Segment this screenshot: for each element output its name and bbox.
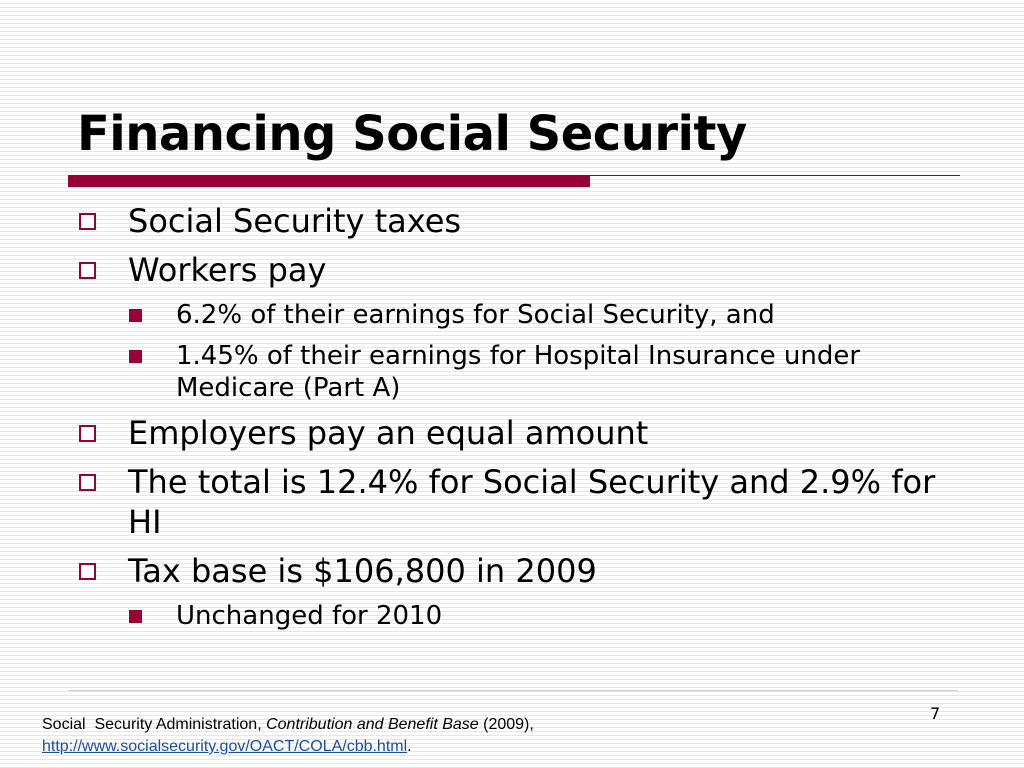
citation-year: (2009), xyxy=(478,716,534,733)
bullet-text: Tax base is $106,800 in 2009 xyxy=(128,552,597,590)
source-citation xyxy=(42,714,922,758)
bullet-item-employers-pay xyxy=(78,413,958,453)
filled-square-bullet-icon xyxy=(129,309,142,322)
filled-square-bullet-icon xyxy=(129,350,142,363)
sub-bullet-item-social-security-rate xyxy=(78,299,958,331)
hollow-square-bullet-icon xyxy=(79,213,96,230)
hollow-square-bullet-icon xyxy=(79,262,96,279)
bullet-text: Employers pay an equal amount xyxy=(128,414,649,452)
bullet-text: The total is 12.4% for Social Security and 2.9% for HI xyxy=(128,463,936,541)
hollow-square-bullet-icon xyxy=(79,425,96,442)
bullet-item-workers-pay xyxy=(78,250,958,290)
citation-link[interactable]: http://www.socialsecurity.gov/OACT/COLA/cbb.html xyxy=(42,738,408,755)
hollow-square-bullet-icon xyxy=(79,474,96,491)
citation-period: . xyxy=(407,738,412,755)
bullet-item-total-rate xyxy=(78,462,958,542)
sub-bullet-text: Unchanged for 2010 xyxy=(176,601,443,631)
hollow-square-bullet-icon xyxy=(79,563,96,580)
bullet-text: Workers pay xyxy=(128,251,327,289)
slide-title: Financing Social Security xyxy=(77,106,747,162)
citation-title: Contribution and Benefit Base xyxy=(266,716,479,733)
bullet-text: Social Security taxes xyxy=(128,202,462,240)
title-underline-thick xyxy=(68,175,590,187)
title-underline-thin xyxy=(590,175,960,176)
citation-author: Social Security Administration, xyxy=(42,716,267,733)
footer-divider xyxy=(68,690,958,691)
filled-square-bullet-icon xyxy=(129,610,142,623)
sub-bullet-text: 6.2% of their earnings for Social Security, and xyxy=(176,300,775,330)
sub-bullet-item-hospital-insurance-rate xyxy=(78,340,958,404)
sub-bullet-text: 1.45% of their earnings for Hospital Insurance under Medicare (Part A) xyxy=(176,341,861,403)
bullet-item-tax-base xyxy=(78,551,958,591)
bullet-list xyxy=(78,201,958,641)
page-number: 7 xyxy=(930,704,941,723)
bullet-item-social-security-taxes xyxy=(78,201,958,241)
sub-bullet-item-unchanged-2010 xyxy=(78,600,958,632)
